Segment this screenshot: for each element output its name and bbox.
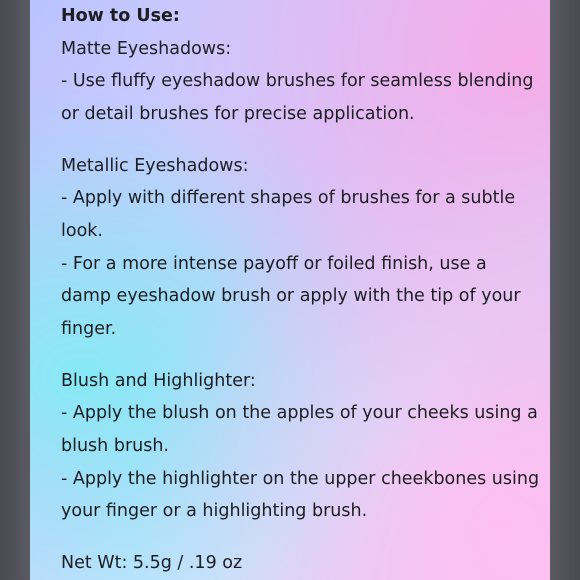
blush-line-3: - Apply the highlighter on the upper cheekbones using (61, 468, 540, 489)
product-instructions-card (30, 0, 550, 580)
matte-line-1: - Use fluffy eyeshadow brushes for seamless blending (61, 71, 534, 92)
instructions-text (61, 0, 540, 580)
section-gap (61, 130, 531, 149)
blush-line-4: your finger or a highlighting brush. (61, 501, 368, 522)
metallic-line-2: look. (61, 220, 103, 241)
matte-line-2: or detail brushes for precise application. (61, 103, 415, 124)
section-gap (61, 345, 531, 364)
section-gap (61, 528, 531, 547)
blush-line-1: - Apply the blush on the apples of your cheeks using a (61, 403, 538, 424)
metallic-line-5: finger. (61, 318, 117, 339)
blush-line-2: blush brush. (61, 435, 169, 456)
section-title-metallic: Metallic Eyeshadows: (61, 155, 249, 176)
section-title-matte: Matte Eyeshadows: (61, 38, 232, 59)
metallic-line-1: - Apply with different shapes of brushes for a subtle (61, 188, 516, 209)
net-weight: Net Wt: 5.5g / .19 oz (61, 553, 243, 574)
metallic-line-4: damp eyeshadow brush or apply with the tip of your (61, 286, 521, 307)
metallic-line-3: - For a more intense payoff or foiled finish, use a (61, 253, 487, 274)
how-to-use-heading: How to Use: (61, 6, 180, 26)
section-title-blush-highlighter: Blush and Highlighter: (61, 370, 256, 391)
